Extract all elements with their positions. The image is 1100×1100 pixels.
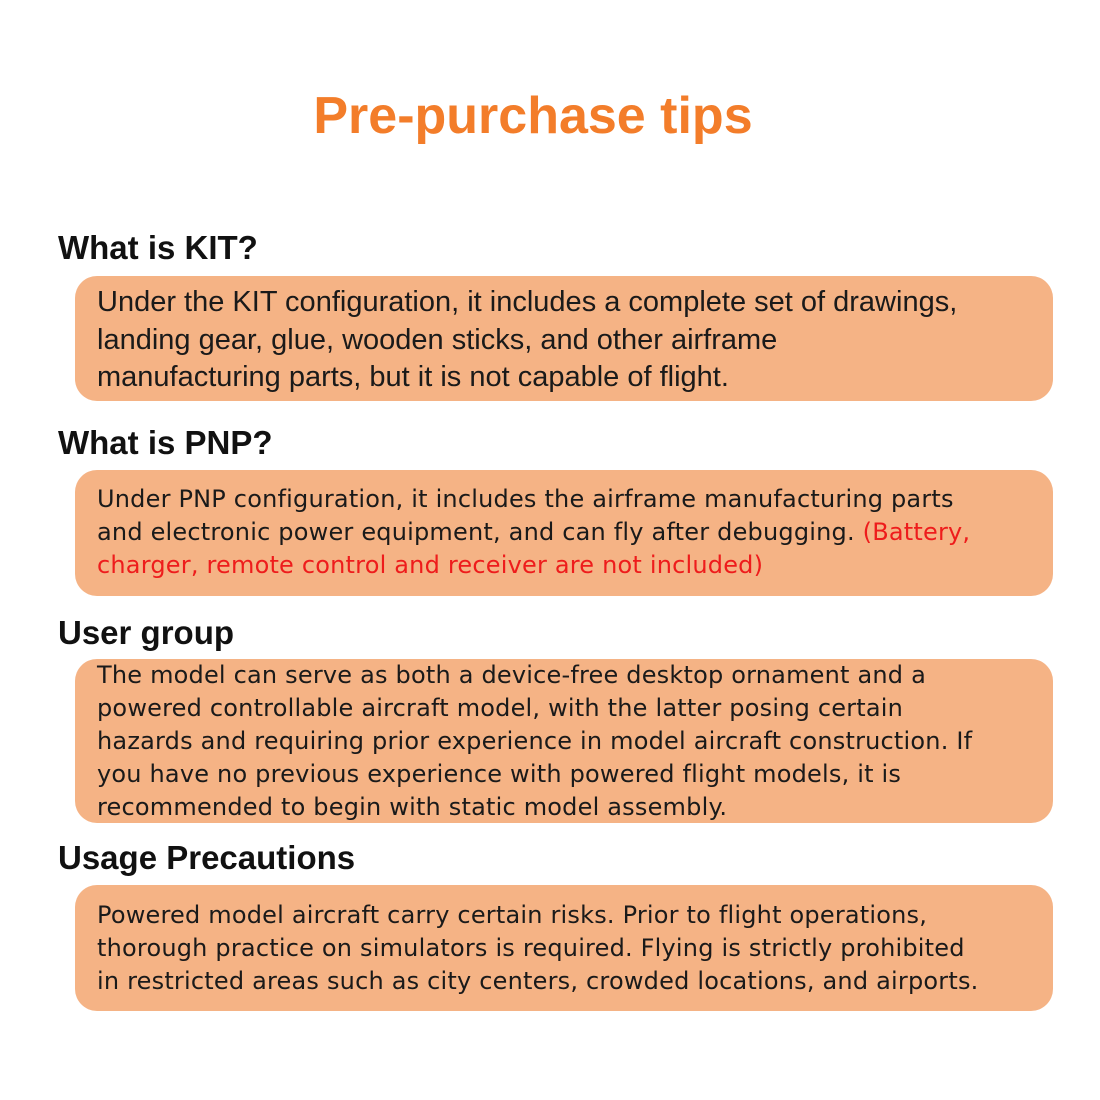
section-heading-pnp: What is PNP? — [58, 424, 273, 461]
user-group-description: The model can serve as both a device-free desktop ornament and a powered controllable aircraft model, with the latter posing certain hazards and requiring prior experience in model aircraft construction. If you have no previous experience with powered flight models, it is recommended to begin with static model assembly. — [97, 661, 973, 821]
info-box-usage-precautions — [75, 885, 1053, 1011]
usage-precautions-description: Powered model aircraft carry certain risks. Prior to flight operations, thorough practice on simulators is required. Flying is strictly prohibited in restricted areas such as city centers, crowded locations, and airports. — [97, 901, 979, 995]
pnp-description — [97, 483, 1035, 582]
section-heading-kit: What is KIT? — [58, 229, 258, 266]
page-title: Pre-purchase tips — [313, 87, 753, 145]
section-heading-usage-precautions: Usage Precautions — [58, 839, 356, 876]
info-box-pnp — [75, 470, 1053, 596]
pnp-description-text: Under PNP configuration, it includes the airframe manufacturing parts and electronic power equipment, and can fly after debugging. — [97, 485, 954, 546]
info-box-user-group — [75, 659, 1053, 823]
kit-description: Under the KIT configuration, it includes a complete set of drawings, landing gear, glue, wooden sticks, and other airframe manufacturing parts, but it is not capable of flight. — [97, 286, 958, 393]
pnp-not-included-note: (Battery, charger, remote control and receiver are not included) — [97, 518, 971, 579]
info-box-kit — [75, 276, 1053, 401]
section-heading-user-group: User group — [58, 614, 235, 651]
